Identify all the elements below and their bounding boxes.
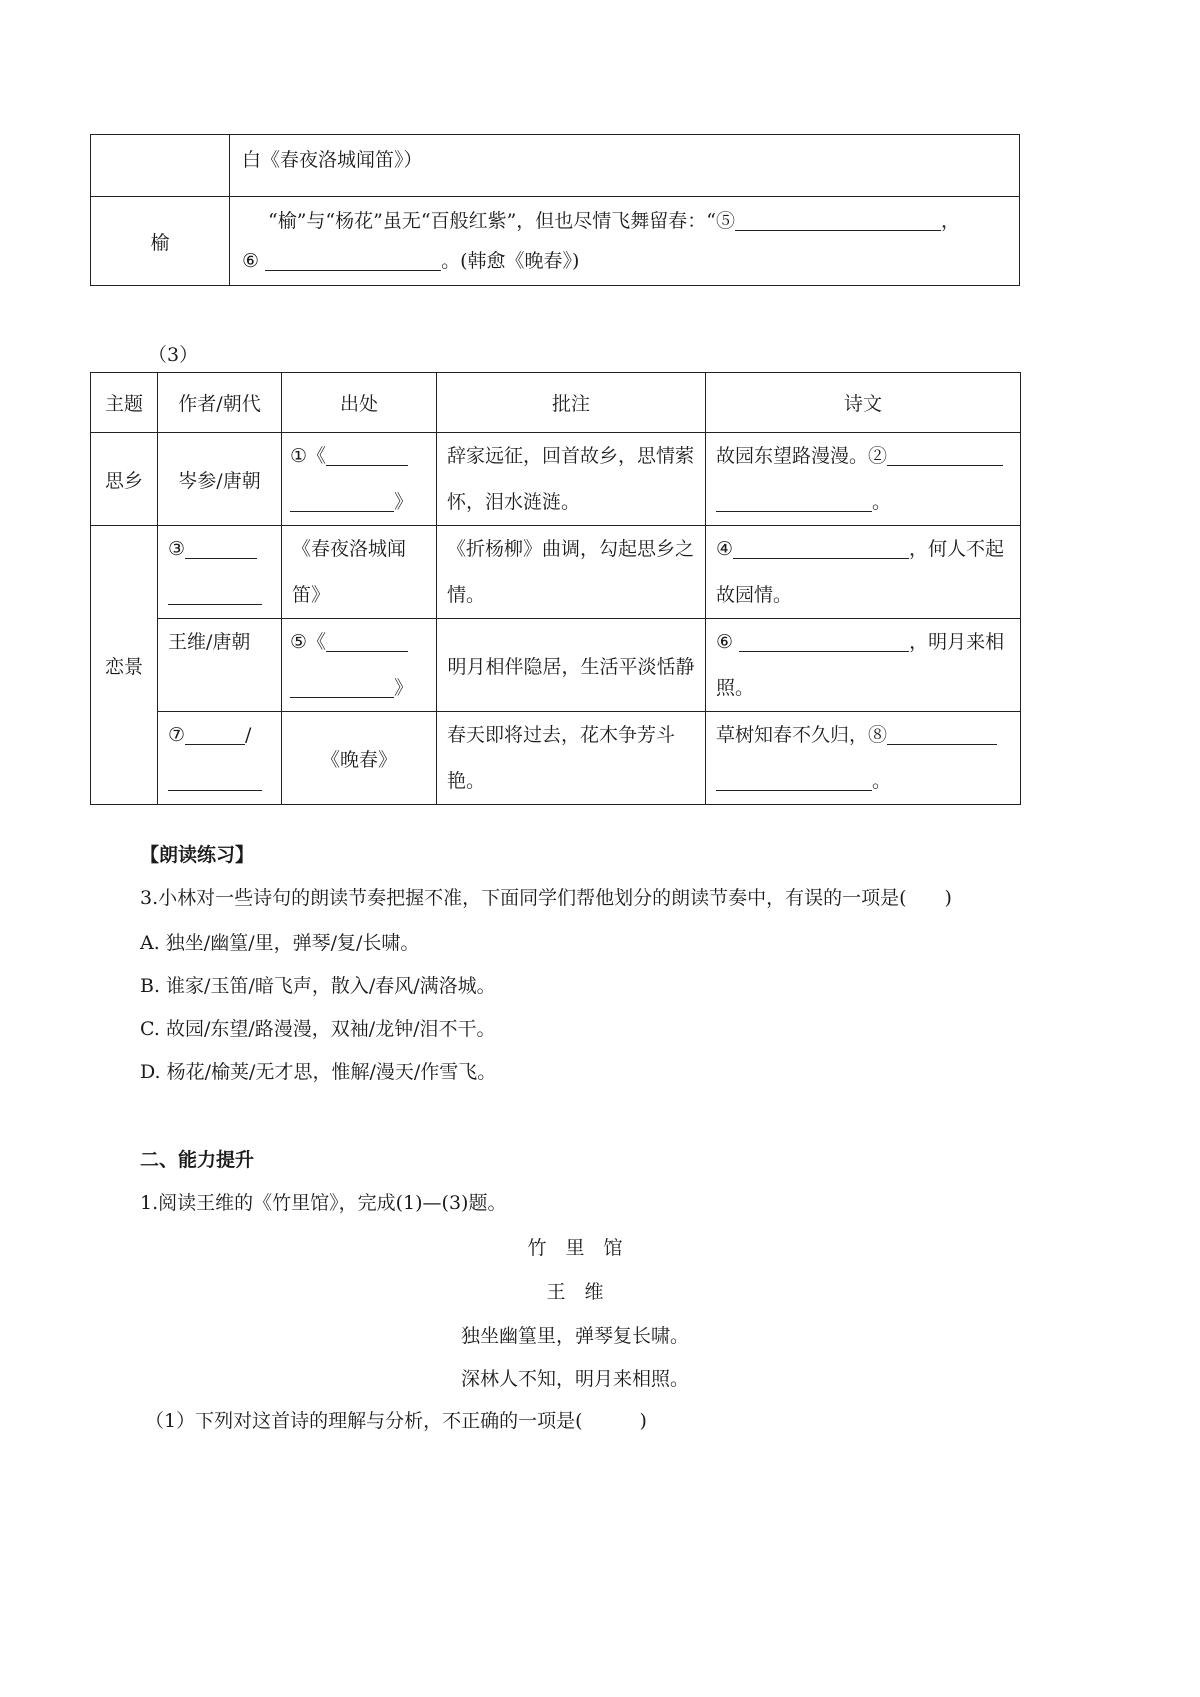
author-cell: 王维/唐朝	[158, 619, 282, 712]
source-cell: 《晚春》	[282, 712, 437, 805]
section-2-intro: 1.阅读王维的《竹里馆》，完成(1)—(3)题。	[140, 1192, 507, 1214]
answer-blank-t2-6[interactable]	[739, 631, 909, 652]
answer-blank-t2-4[interactable]	[733, 538, 909, 559]
header-source: 出处	[282, 373, 437, 433]
header-theme: 主题	[91, 373, 158, 433]
source-cell: 《春夜洛城闻笛》	[282, 526, 437, 619]
author-cell: ③	[158, 526, 282, 619]
answer-blank-t2-3a[interactable]	[185, 538, 257, 559]
poem-cell: 故园东望路漫漫。② 。	[706, 433, 1021, 526]
answer-blank-t2-5b[interactable]	[290, 677, 394, 698]
part-3-label: （3）	[148, 344, 199, 366]
option-d[interactable]: D. 杨花/榆荚/无才思，惟解/漫天/作雪飞。	[140, 1061, 497, 1083]
table-row	[91, 526, 1021, 619]
poem-cell: 草树知春不久归，⑧ 。	[706, 712, 1021, 805]
table-row	[91, 433, 1021, 526]
poem-line-1: 独坐幽篁里，弹琴复长啸。	[460, 1325, 689, 1347]
note-cell: 《折杨柳》曲调，勾起思乡之情。	[437, 526, 706, 619]
answer-blank-t2-2a[interactable]	[887, 445, 1003, 466]
source-cell: ①《 》	[282, 433, 437, 526]
sub-question-1: （1）下列对这首诗的理解与分析，不正确的一项是( )	[145, 1410, 647, 1432]
answer-blank-t2-1a[interactable]	[326, 445, 408, 466]
source-cell: ⑤《 》	[282, 619, 437, 712]
header-author: 作者/朝代	[158, 373, 282, 433]
answer-blank-6[interactable]	[265, 250, 441, 271]
answer-blank-5[interactable]	[735, 210, 941, 231]
table-row	[91, 712, 1021, 805]
answer-blank-t2-5a[interactable]	[326, 631, 408, 652]
reading-heading: 【朗读练习】	[140, 844, 255, 866]
note-cell: 明月相伴隐居，生活平淡恬静	[437, 619, 706, 712]
poem-title: 竹 里 馆	[527, 1237, 623, 1259]
poem-author: 王 维	[546, 1281, 604, 1303]
theme-cell: 恋景	[91, 526, 158, 805]
answer-blank-t2-3b[interactable]	[168, 584, 262, 605]
t1-row2-text: “榆”与“杨花”虽无“百般红紫”，但也尽情飞舞留春：“⑤ ， ⑥ 。(韩愈《晚春》)	[230, 197, 1020, 286]
poem-cell: ⑥ ，明月来相照。	[706, 619, 1021, 712]
theme-cell: 思乡	[91, 433, 158, 526]
table-1	[90, 134, 1020, 286]
answer-blank-t2-8b[interactable]	[716, 770, 872, 791]
note-cell: 春天即将过去，花木争芳斗艳。	[437, 712, 706, 805]
answer-blank-t2-8a[interactable]	[887, 724, 997, 745]
header-poem: 诗文	[706, 373, 1021, 433]
t1-label-empty	[91, 135, 230, 197]
table-2	[90, 372, 1021, 805]
question-3: 3.小林对一些诗句的朗读节奏把握不准，下面同学们帮他划分的朗读节奏中，有误的一项是( )	[140, 887, 952, 909]
t1-row1-text: 白《春夜洛城闻笛》）	[230, 135, 1020, 197]
option-c[interactable]: C. 故园/东望/路漫漫，双袖/龙钟/泪不干。	[140, 1018, 496, 1040]
author-cell: 岑参/唐朝	[158, 433, 282, 526]
option-b[interactable]: B. 谁家/玉笛/暗飞声，散入/春风/满洛城。	[140, 975, 496, 997]
section-2-heading: 二、能力提升	[140, 1149, 255, 1171]
answer-blank-t2-7b[interactable]	[168, 770, 262, 791]
author-cell: ⑦ /	[158, 712, 282, 805]
table-row	[91, 619, 1021, 712]
table-header-row	[91, 373, 1021, 433]
note-cell: 辞家远征，回首故乡，思情萦怀，泪水涟涟。	[437, 433, 706, 526]
answer-blank-t2-2b[interactable]	[716, 491, 872, 512]
t1-row2-label: 榆	[91, 197, 230, 286]
header-note: 批注	[437, 373, 706, 433]
option-a[interactable]: A. 独坐/幽篁/里，弹琴/复/长啸。	[140, 932, 420, 954]
poem-cell: ④ ，何人不起故园情。	[706, 526, 1021, 619]
answer-blank-t2-1b[interactable]	[290, 491, 394, 512]
poem-line-2: 深林人不知，明月来相照。	[460, 1368, 689, 1390]
answer-blank-t2-7a[interactable]	[185, 724, 245, 745]
